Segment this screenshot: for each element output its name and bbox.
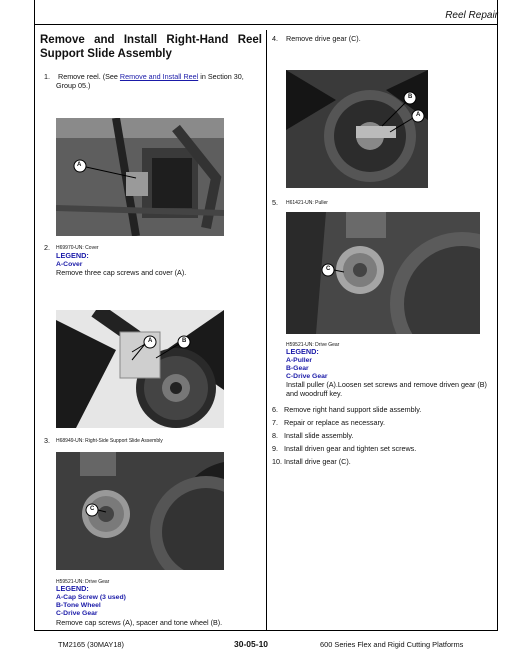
step-5-description — [286, 380, 496, 398]
step-2-description: Remove three cap screws and cover (A). — [56, 268, 187, 277]
footer-doc-id: TM2165 (30MAY18) — [58, 640, 124, 649]
running-header: Reel Repair — [445, 10, 498, 21]
legend-item: B-Gear — [286, 364, 309, 372]
figure-caption: H61421-UN: Puller — [286, 200, 328, 206]
step-10 — [272, 457, 494, 466]
step-text: Install driven gear and tighten set screws. — [284, 444, 417, 453]
step-number: 1. — [44, 72, 50, 81]
step-number: 7. — [272, 418, 278, 427]
footer-page-number: 30-05-10 — [234, 639, 269, 649]
step-3-number: 3. — [44, 436, 50, 445]
section-title — [40, 33, 262, 61]
legend-item: A-Puller — [286, 356, 313, 364]
step-5-number: 5. — [272, 198, 278, 207]
step-text: Remove drive gear (C). — [286, 34, 361, 43]
footer-rule — [34, 630, 498, 631]
step-2-number: 2. — [44, 243, 50, 252]
figure-caption: H68949-UN: Right-Side Support Slide Assembly — [56, 438, 163, 444]
title-line-1: Remove and Install Right-Hand Reel — [40, 34, 262, 46]
title-line-2: Support Slide Assembly — [40, 48, 172, 60]
step-text-cont: Group 05.) — [56, 81, 91, 90]
step-number: 8. — [272, 431, 278, 440]
step-text: Remove reel. (See — [58, 72, 118, 81]
step-4 — [272, 34, 494, 43]
legend-item: A-Cover — [56, 260, 83, 268]
step-1 — [44, 72, 264, 90]
step-text: in Section 30, — [200, 72, 244, 81]
cover-illustration — [56, 118, 224, 236]
legend-item: A-Cap Screw (3 used) — [56, 593, 126, 601]
drive-gear-photo-2 — [286, 212, 480, 334]
callout-A: A — [77, 162, 82, 168]
legend-block — [286, 348, 328, 381]
legend-item: B-Tone Wheel — [56, 601, 101, 609]
drive-gear-photo — [56, 452, 224, 570]
step-number: 10. — [272, 457, 282, 466]
step-text: Install slide assembly. — [284, 431, 354, 440]
step-number: 6. — [272, 405, 278, 414]
left-border — [34, 0, 35, 630]
step-number: 9. — [272, 444, 278, 453]
callout-A: A — [416, 112, 421, 118]
callout-B: B — [408, 94, 413, 100]
legend-title: LEGEND: — [56, 251, 89, 260]
step-3-description: Remove cap screws (A), spacer and tone wheel (B). — [56, 618, 223, 627]
step-8 — [272, 431, 494, 440]
footer-manual-title: 600 Series Flex and Rigid Cutting Platforms — [320, 640, 464, 649]
step-text: Install drive gear (C). — [284, 457, 351, 466]
step-text: Remove right hand support slide assembly. — [284, 405, 422, 414]
legend-block — [56, 252, 89, 269]
legend-block — [56, 585, 126, 618]
step-7 — [272, 418, 494, 427]
callout-A: A — [148, 338, 153, 344]
figure-caption: H59521-UN: Drive Gear — [286, 342, 340, 348]
figure-caption: H69970-UN: Cover — [56, 245, 99, 251]
callout-C: C — [326, 266, 331, 272]
cross-reference-link[interactable]: Remove and Install Reel — [119, 72, 199, 81]
legend-title: LEGEND: — [56, 584, 89, 593]
remaining-steps — [272, 405, 494, 466]
drive-gear-illustration — [56, 452, 224, 570]
support-slide-illustration — [56, 310, 224, 428]
legend-item: C-Drive Gear — [56, 609, 98, 617]
step-6 — [272, 405, 494, 414]
puller-illustration — [286, 70, 428, 188]
drive-gear-2-illustration — [286, 212, 480, 334]
header-rule — [34, 24, 498, 25]
figure-caption: H59521-UN: Drive Gear — [56, 579, 110, 585]
step-text: Repair or replace as necessary. — [284, 418, 385, 427]
legend-item: C-Drive Gear — [286, 372, 328, 380]
cover-photo — [56, 118, 224, 236]
column-divider — [266, 30, 267, 630]
step-number: 4. — [272, 34, 278, 43]
puller-photo — [286, 70, 428, 188]
callout-C: C — [90, 506, 95, 512]
step-5-desc-line2: and woodruff key. — [286, 389, 343, 398]
callout-B: B — [182, 338, 187, 344]
right-border — [497, 0, 498, 630]
support-slide-photo — [56, 310, 224, 428]
step-5-desc-line1: Install puller (A).Loosen set screws and remove driven gear (B) — [286, 380, 487, 389]
step-9 — [272, 444, 494, 453]
legend-title: LEGEND: — [286, 347, 319, 356]
